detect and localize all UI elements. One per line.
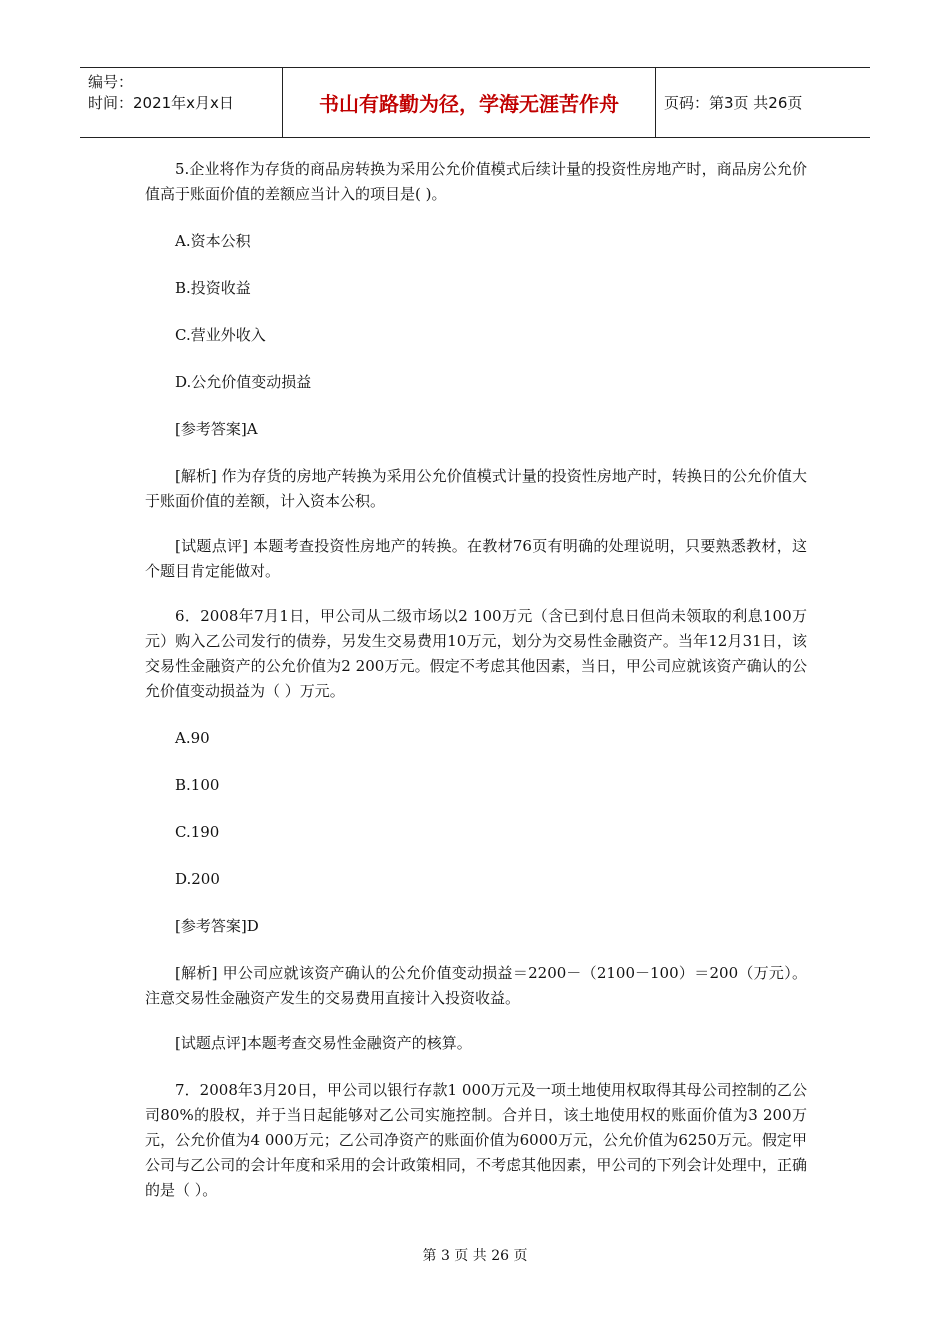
q5-option-d: D.公允价值变动损益 (175, 373, 312, 391)
header-table (80, 67, 870, 138)
q5-option-b: B.投资收益 (175, 279, 251, 297)
q5-analysis: [解析] 作为存货的房地产转换为采用公允价值模式计量的投资性房地产时，转换日的公允价值大于账面价值的差额，计入资本公积。 (145, 467, 807, 510)
header-meta (80, 68, 282, 137)
time-label: 时间：2021年x月x日 (88, 94, 234, 112)
question-5-stem: 5.企业将作为存货的商品房转换为采用公允价值模式后续计量的投资性房地产时，商品房公允价值高于账面价值的差额应当计入的项目是( )。 (145, 160, 807, 203)
q5-answer: [参考答案]A (175, 420, 258, 438)
q6-option-a: A.90 (175, 729, 210, 747)
number-label: 编号： (88, 73, 134, 91)
document-body (145, 157, 807, 1203)
q6-option-d: D.200 (175, 870, 220, 888)
header-page-info: 页码：第3页 共26页 (664, 94, 803, 112)
q6-analysis: [解析] 甲公司应就该资产确认的公允价值变动损益＝2200－（2100－100）＝200（万元）。注意交易性金融资产发生的交易费用直接计入投资收益。 (145, 964, 807, 1007)
question-6-stem: 6．2008年7月1日，甲公司从二级市场以2 100万元（含已到付息日但尚未领取的利息100万元）购入乙公司发行的债券，另发生交易费用10万元，划分为交易性金融资产。当年12月31日，该交易性金融资产的公允价值为2 200万元。假定不考虑其他因素，当日，甲公司应就该资产确认的公允价值变动损益为（ ）万元。 (145, 607, 807, 700)
q6-comment: [试题点评]本题考查交易性金融资产的核算。 (175, 1034, 472, 1052)
page-footer: 第 3 页 共 26 页 (422, 1248, 528, 1264)
q5-option-a: A.资本公积 (175, 232, 251, 250)
header-motto: 书山有路勤为径，学海无涯苦作舟 (282, 68, 656, 137)
question-7-stem: 7．2008年3月20日，甲公司以银行存款1 000万元及一项土地使用权取得其母公司控制的乙公司80%的股权，并于当日起能够对乙公司实施控制。合并日，该土地使用权的账面价值为3 200万元，公允价值为4 000万元；乙公司净资产的账面价值为6000万元，公允价值为6250万元。假定甲公司与乙公司的会计年度和采用的会计政策相同，不考虑其他因素，甲公司的下列会计处理中，正确的是（ ）。 (145, 1081, 807, 1199)
q6-option-c: C.190 (175, 823, 220, 841)
q6-option-b: B.100 (175, 776, 220, 794)
q5-comment: [试题点评] 本题考查投资性房地产的转换。在教材76页有明确的处理说明，只要熟悉教材，这个题目肯定能做对。 (145, 537, 807, 580)
q5-option-c: C.营业外收入 (175, 326, 266, 344)
q6-answer: [参考答案]D (175, 917, 259, 935)
